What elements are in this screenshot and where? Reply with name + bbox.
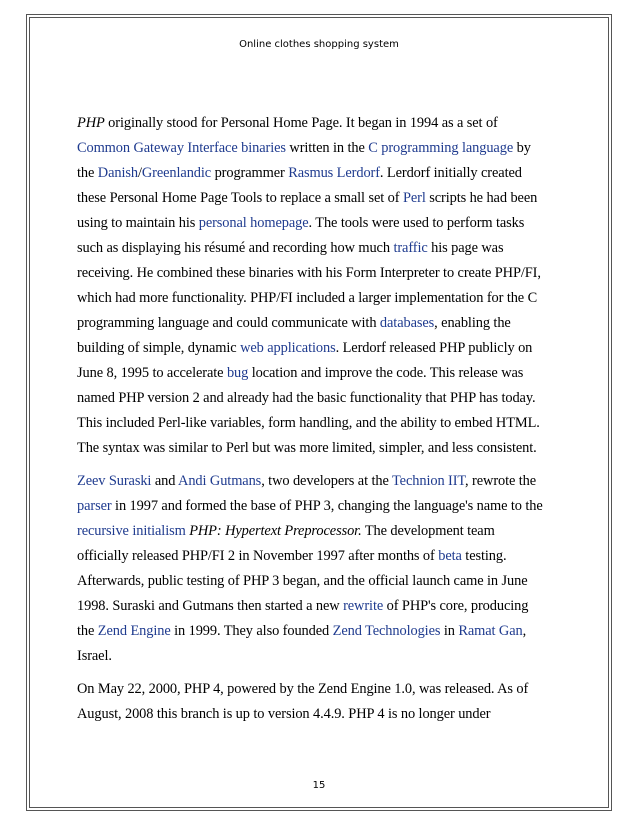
hyperlink[interactable]: Greenlandic (141, 165, 212, 181)
body-text: written in the (285, 140, 369, 156)
body-text: The development team (361, 523, 495, 539)
text-line (77, 211, 567, 236)
paragraph (77, 469, 567, 669)
text-line (77, 386, 567, 411)
text-line (77, 519, 567, 544)
body-text: . The tools were used to perform tasks (308, 215, 525, 231)
text-line (77, 494, 567, 519)
body-text: in 1999. They also founded (170, 623, 333, 639)
hyperlink[interactable]: Perl (402, 190, 426, 206)
text-line (77, 619, 567, 644)
text-line (77, 469, 567, 494)
body-text: programming language and could communicate with (77, 315, 380, 331)
text-line (77, 161, 567, 186)
text-line (77, 544, 567, 569)
body-text: officially released PHP/FI 2 in November 1997 after months of (77, 548, 439, 564)
body-text: and (151, 473, 179, 489)
text-line (77, 677, 567, 702)
body-text: scripts he had been (425, 190, 538, 206)
body-text: / (137, 165, 142, 181)
text-line (77, 411, 567, 436)
body-text: . Lerdorf initially created (379, 165, 522, 181)
text-line (77, 702, 567, 727)
hyperlink[interactable]: Technion IIT (392, 473, 466, 489)
body-text: . Lerdorf released PHP publicly on (335, 340, 533, 356)
body-text: originally stood for Personal Home Page. It began in 1994 as a set of (104, 115, 498, 131)
page-header: Online clothes shopping system (239, 39, 399, 50)
paragraph (77, 111, 567, 461)
hyperlink[interactable]: recursive initialism (77, 523, 186, 539)
body-text: in 1997 and formed the base of PHP 3, changing the language's name to the (111, 498, 543, 514)
body-text: which had more functionality. PHP/FI included a larger implementation for the C (77, 290, 538, 306)
hyperlink[interactable]: rewrite (343, 598, 384, 614)
body-text: programmer (211, 165, 289, 181)
text-line (77, 644, 567, 669)
italic-text: PHP: Hypertext Preprocessor. (189, 523, 362, 539)
body-text: June 8, 1995 to accelerate (77, 365, 227, 381)
text-line (77, 311, 567, 336)
body-text: This included Perl-like variables, form handling, and the ability to embed HTML. (77, 415, 540, 431)
hyperlink[interactable]: Rasmus Lerdorf (288, 165, 380, 181)
body-text: Afterwards, public testing of PHP 3 began, and the official launch came in June (77, 573, 528, 589)
hyperlink[interactable]: Common Gateway Interface (77, 140, 238, 156)
body-text: the (77, 623, 98, 639)
body-text: Israel. (77, 648, 112, 664)
text-line (77, 186, 567, 211)
body-text: , enabling the (434, 315, 511, 331)
hyperlink[interactable]: traffic (393, 240, 428, 256)
body-text: 1998. Suraski and Gutmans then started a new (77, 598, 344, 614)
body-text: , (522, 623, 527, 639)
hyperlink[interactable]: Zend Technologies (332, 623, 441, 639)
hyperlink[interactable]: Zeev Suraski (77, 473, 152, 489)
body-text: such as displaying his résumé and recording how much (77, 240, 394, 256)
body-text: location and improve the code. This release was (248, 365, 524, 381)
text-line (77, 594, 567, 619)
text-line (77, 236, 567, 261)
body-text: his page was (427, 240, 504, 256)
body-text: , rewrote the (465, 473, 537, 489)
hyperlink[interactable]: web applications (240, 340, 336, 356)
hyperlink[interactable]: databases (379, 315, 435, 331)
hyperlink[interactable]: binaries (241, 140, 286, 156)
body-text: the (77, 165, 98, 181)
hyperlink[interactable]: personal homepage (198, 215, 309, 231)
paragraph (77, 677, 567, 727)
body-text: in (440, 623, 459, 639)
body-text: receiving. He combined these binaries with his Form Interpreter to create PHP/FI, (77, 265, 541, 281)
text-line (77, 136, 567, 161)
hyperlink[interactable]: Ramat Gan (458, 623, 523, 639)
body-text: testing. (461, 548, 507, 564)
body-text: using to maintain his (77, 215, 199, 231)
body-text: named PHP version 2 and already had the basic functionality that PHP has today. (77, 390, 536, 406)
hyperlink[interactable]: Andi Gutmans (178, 473, 262, 489)
text-line (77, 569, 567, 594)
hyperlink[interactable]: C programming language (368, 140, 514, 156)
body-text: by (513, 140, 531, 156)
hyperlink[interactable]: bug (226, 365, 249, 381)
body-text: these Personal Home Page Tools to replace a small set of (77, 190, 403, 206)
text-line (77, 436, 567, 461)
text-line (77, 361, 567, 386)
text-line (77, 111, 567, 136)
body-text: On May 22, 2000, PHP 4, powered by the Zend Engine 1.0, was released. As of (77, 681, 529, 697)
hyperlink[interactable]: Zend Engine (97, 623, 171, 639)
italic-text: PHP (77, 115, 105, 131)
hyperlink[interactable]: beta (438, 548, 462, 564)
body-text: The syntax was similar to Perl but was more limited, simpler, and less consistent. (77, 440, 537, 456)
text-line (77, 261, 567, 286)
text-line (77, 336, 567, 361)
body-text: , two developers at the (261, 473, 392, 489)
hyperlink[interactable]: Danish (97, 165, 138, 181)
text-line (77, 286, 567, 311)
body-text: building of simple, dynamic (77, 340, 241, 356)
body-text: August, 2008 this branch is up to version 4.4.9. PHP 4 is no longer under (77, 706, 491, 722)
document-body (77, 111, 567, 727)
hyperlink[interactable]: parser (77, 498, 112, 514)
body-text: of PHP's core, producing (383, 598, 529, 614)
page-number: 15 (312, 780, 326, 791)
